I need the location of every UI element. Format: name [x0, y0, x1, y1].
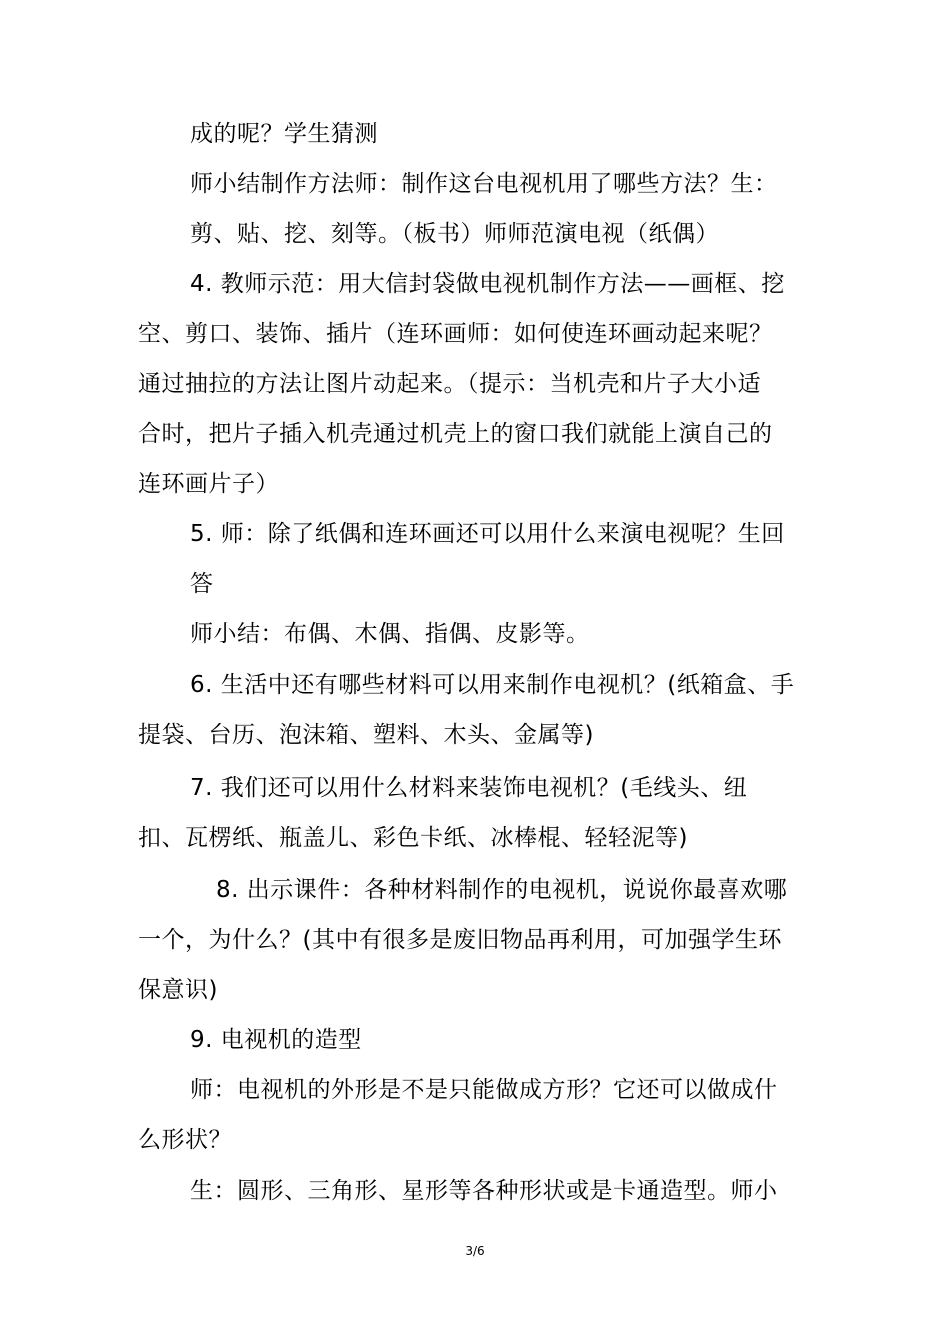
text-line-10: 答 — [190, 571, 214, 597]
text-line-22: 生：圆形、三角形、星形等各种形状或是卡通造型。师小 — [190, 1178, 778, 1204]
text-line-7: 合时，把片子插入机壳通过机壳上的窗口我们就能上演自己的 — [138, 421, 773, 447]
text-line-15: 扣、瓦楞纸、瓶盖儿、彩色卡纸、冰棒棍、轻轻泥等) — [138, 825, 688, 851]
text-line-3: 剪、贴、挖、刻等。（板书）师师范演电视（纸偶） — [190, 221, 719, 247]
text-line-20: 师：电视机的外形是不是只能做成方形？它还可以做成什 — [190, 1077, 778, 1103]
text-line-1: 成的呢？学生猜测 — [190, 121, 378, 147]
text-line-8: 连环画片子） — [138, 471, 279, 497]
text-line-14: 7. 我们还可以用什么材料来装饰电视机？(毛线头、纽 — [190, 775, 748, 801]
text-line-21: 么形状？ — [138, 1127, 232, 1153]
text-line-16: 8. 出示课件：各种材料制作的电视机，说说你最喜欢哪 — [216, 877, 788, 903]
text-line-9: 5. 师：除了纸偶和连环画还可以用什么来演电视呢？生回 — [190, 521, 785, 547]
text-line-18: 保意识) — [138, 977, 218, 1003]
text-line-2: 师小结制作方法师：制作这台电视机用了哪些方法？生： — [190, 171, 778, 197]
text-line-19: 9. 电视机的造型 — [190, 1027, 362, 1053]
text-line-17: 一个，为什么？(其中有很多是废旧物品再利用，可加强学生环 — [138, 927, 782, 953]
text-line-11: 师小结：布偶、木偶、指偶、皮影等。 — [190, 621, 590, 647]
page-number: 3/6 — [465, 1244, 485, 1258]
text-line-6: 通过抽拉的方法让图片动起来。（提示：当机壳和片子大小适 — [138, 371, 761, 397]
text-line-5: 空、剪口、装饰、插片（连环画师：如何使连环画动起来呢？ — [138, 321, 773, 347]
text-line-13: 提袋、台历、泡沫箱、塑料、木头、金属等) — [138, 722, 594, 748]
text-line-12: 6. 生活中还有哪些材料可以用来制作电视机？(纸箱盒、手 — [190, 672, 795, 698]
text-line-4: 4. 教师示范：用大信封袋做电视机制作方法——画框、挖 — [190, 271, 785, 297]
